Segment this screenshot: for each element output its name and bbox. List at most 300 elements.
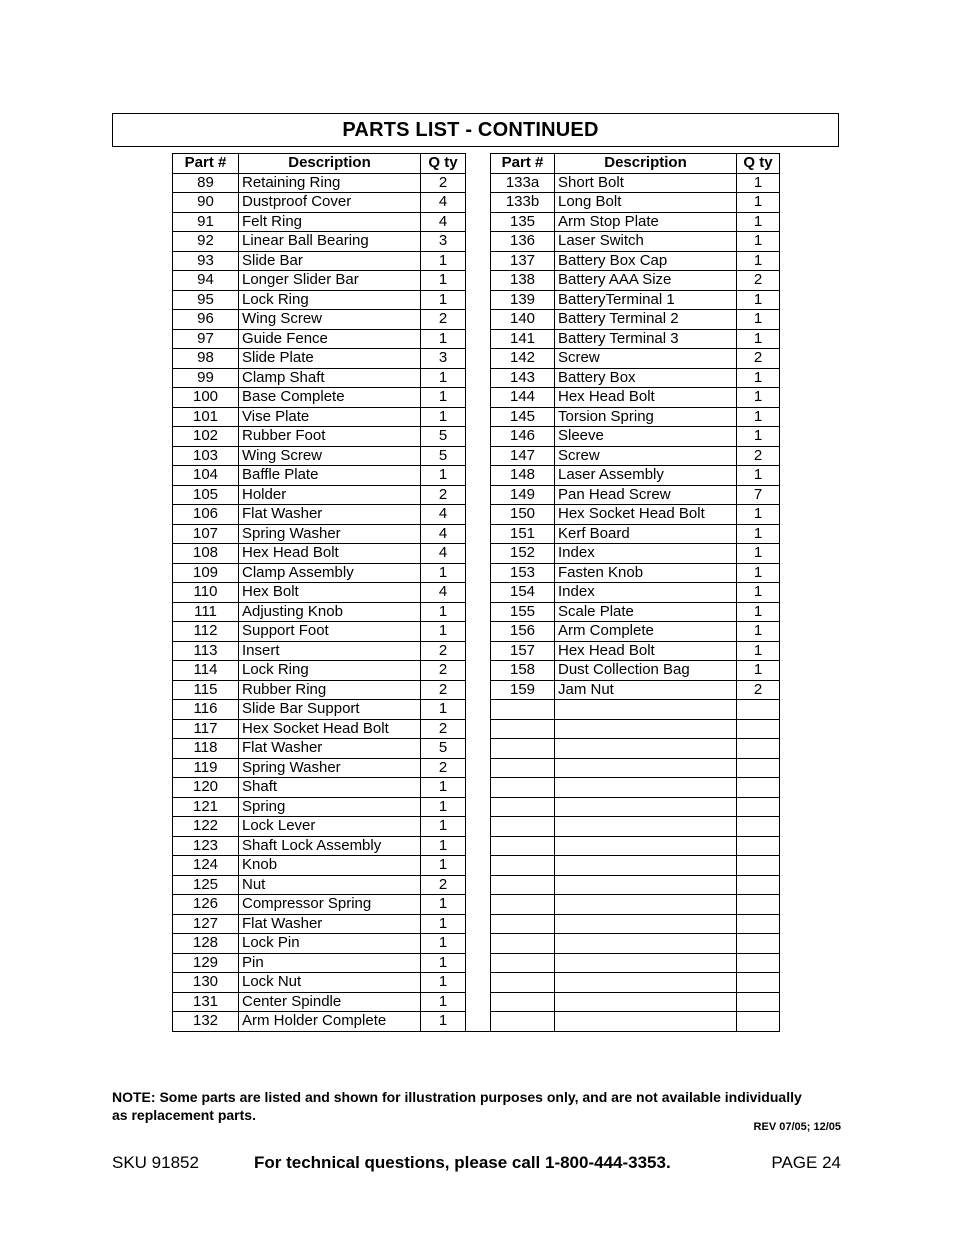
- table-row: [173, 271, 780, 291]
- right-description-cell: Short Bolt: [555, 173, 737, 193]
- column-gap: [466, 310, 491, 330]
- table-row: [173, 953, 780, 973]
- right-quantity-cell: 1: [737, 290, 780, 310]
- left-description-cell: Arm Holder Complete: [239, 1012, 421, 1032]
- right-part-number-cell: 158: [491, 661, 555, 681]
- left-quantity-cell: 4: [421, 212, 466, 232]
- table-row: [173, 212, 780, 232]
- table-row: [173, 700, 780, 720]
- title-box: [112, 113, 839, 147]
- right-part-number-cell: 133b: [491, 193, 555, 213]
- column-gap: [466, 232, 491, 252]
- right-quantity-cell: 1: [737, 641, 780, 661]
- left-description-cell: Knob: [239, 856, 421, 876]
- right-part-number-cell: 154: [491, 583, 555, 603]
- right-part-number-cell: [491, 836, 555, 856]
- right-description-cell: Scale Plate: [555, 602, 737, 622]
- right-quantity-cell: [737, 895, 780, 915]
- left-quantity-cell: 1: [421, 914, 466, 934]
- right-description-cell: Laser Switch: [555, 232, 737, 252]
- right-quantity-cell: [737, 719, 780, 739]
- right-part-number-cell: 136: [491, 232, 555, 252]
- left-part-number-cell: 107: [173, 524, 239, 544]
- column-gap: [466, 290, 491, 310]
- left-description-cell: Linear Ball Bearing: [239, 232, 421, 252]
- left-part-number-cell: 115: [173, 680, 239, 700]
- left-part-number-cell: 132: [173, 1012, 239, 1032]
- right-part-number-cell: [491, 758, 555, 778]
- left-quantity-cell: 2: [421, 661, 466, 681]
- column-gap: [466, 485, 491, 505]
- right-description-cell: Arm Stop Plate: [555, 212, 737, 232]
- right-quantity-cell: [737, 739, 780, 759]
- header-part-left: Part #: [173, 154, 239, 174]
- left-part-number-cell: 113: [173, 641, 239, 661]
- table-row: [173, 485, 780, 505]
- table-row: [173, 856, 780, 876]
- table-row: [173, 992, 780, 1012]
- right-description-cell: [555, 914, 737, 934]
- right-part-number-cell: 157: [491, 641, 555, 661]
- left-description-cell: Holder: [239, 485, 421, 505]
- header-description-left: Description: [239, 154, 421, 174]
- left-description-cell: Spring Washer: [239, 524, 421, 544]
- left-quantity-cell: 1: [421, 778, 466, 798]
- left-description-cell: Longer Slider Bar: [239, 271, 421, 291]
- table-row: [173, 524, 780, 544]
- right-part-number-cell: 137: [491, 251, 555, 271]
- left-quantity-cell: 4: [421, 544, 466, 564]
- left-part-number-cell: 129: [173, 953, 239, 973]
- left-quantity-cell: 4: [421, 583, 466, 603]
- left-quantity-cell: 2: [421, 310, 466, 330]
- right-description-cell: Screw: [555, 446, 737, 466]
- right-part-number-cell: 138: [491, 271, 555, 291]
- left-description-cell: Dustproof Cover: [239, 193, 421, 213]
- table-row: [173, 544, 780, 564]
- left-description-cell: Rubber Ring: [239, 680, 421, 700]
- right-description-cell: [555, 895, 737, 915]
- right-part-number-cell: 156: [491, 622, 555, 642]
- column-gap: [466, 992, 491, 1012]
- left-part-number-cell: 123: [173, 836, 239, 856]
- column-gap: [466, 856, 491, 876]
- table-row: [173, 232, 780, 252]
- left-description-cell: Wing Screw: [239, 446, 421, 466]
- right-description-cell: Long Bolt: [555, 193, 737, 213]
- right-description-cell: [555, 797, 737, 817]
- left-description-cell: Nut: [239, 875, 421, 895]
- left-description-cell: Flat Washer: [239, 739, 421, 759]
- right-description-cell: [555, 856, 737, 876]
- right-part-number-cell: [491, 914, 555, 934]
- left-part-number-cell: 99: [173, 368, 239, 388]
- right-part-number-cell: [491, 875, 555, 895]
- left-part-number-cell: 109: [173, 563, 239, 583]
- right-quantity-cell: [737, 817, 780, 837]
- right-description-cell: [555, 953, 737, 973]
- right-part-number-cell: [491, 895, 555, 915]
- right-part-number-cell: 159: [491, 680, 555, 700]
- right-quantity-cell: 2: [737, 349, 780, 369]
- right-description-cell: [555, 973, 737, 993]
- left-description-cell: Clamp Shaft: [239, 368, 421, 388]
- left-quantity-cell: 5: [421, 446, 466, 466]
- table-header-row: [173, 154, 780, 174]
- column-gap: [466, 973, 491, 993]
- left-quantity-cell: 1: [421, 973, 466, 993]
- column-gap: [466, 583, 491, 603]
- table-row: [173, 329, 780, 349]
- left-part-number-cell: 100: [173, 388, 239, 408]
- table-row: [173, 388, 780, 408]
- right-quantity-cell: 1: [737, 583, 780, 603]
- table-row: [173, 173, 780, 193]
- right-quantity-cell: [737, 700, 780, 720]
- right-part-number-cell: [491, 973, 555, 993]
- table-row: [173, 446, 780, 466]
- left-part-number-cell: 97: [173, 329, 239, 349]
- left-description-cell: Hex Bolt: [239, 583, 421, 603]
- right-description-cell: Laser Assembly: [555, 466, 737, 486]
- column-gap: [466, 719, 491, 739]
- table-row: [173, 622, 780, 642]
- right-description-cell: [555, 875, 737, 895]
- left-part-number-cell: 127: [173, 914, 239, 934]
- right-description-cell: BatteryTerminal 1: [555, 290, 737, 310]
- left-quantity-cell: 2: [421, 719, 466, 739]
- left-part-number-cell: 90: [173, 193, 239, 213]
- table-body: [173, 173, 780, 1031]
- column-gap: [466, 446, 491, 466]
- left-quantity-cell: 1: [421, 817, 466, 837]
- right-part-number-cell: [491, 953, 555, 973]
- table-row: [173, 407, 780, 427]
- left-description-cell: Center Spindle: [239, 992, 421, 1012]
- right-quantity-cell: 1: [737, 388, 780, 408]
- left-description-cell: Insert: [239, 641, 421, 661]
- left-quantity-cell: 1: [421, 466, 466, 486]
- left-quantity-cell: 1: [421, 329, 466, 349]
- right-quantity-cell: 1: [737, 466, 780, 486]
- column-gap: [466, 934, 491, 954]
- left-quantity-cell: 2: [421, 641, 466, 661]
- left-description-cell: Lock Lever: [239, 817, 421, 837]
- table-row: [173, 466, 780, 486]
- right-part-number-cell: 148: [491, 466, 555, 486]
- left-part-number-cell: 103: [173, 446, 239, 466]
- left-description-cell: Adjusting Knob: [239, 602, 421, 622]
- table-row: [173, 778, 780, 798]
- column-gap: [466, 914, 491, 934]
- right-description-cell: Battery Box: [555, 368, 737, 388]
- column-gap: [466, 524, 491, 544]
- left-description-cell: Rubber Foot: [239, 427, 421, 447]
- column-gap: [466, 544, 491, 564]
- left-part-number-cell: 111: [173, 602, 239, 622]
- column-gap: [466, 622, 491, 642]
- right-part-number-cell: 142: [491, 349, 555, 369]
- parts-table: [172, 153, 780, 1032]
- column-gap: [466, 271, 491, 291]
- table-row: [173, 349, 780, 369]
- right-quantity-cell: 1: [737, 232, 780, 252]
- left-description-cell: Lock Pin: [239, 934, 421, 954]
- right-quantity-cell: [737, 758, 780, 778]
- left-description-cell: Shaft: [239, 778, 421, 798]
- table-row: [173, 1012, 780, 1032]
- right-quantity-cell: 1: [737, 524, 780, 544]
- header-qty-left: Q ty: [421, 154, 466, 174]
- left-description-cell: Pin: [239, 953, 421, 973]
- left-description-cell: Baffle Plate: [239, 466, 421, 486]
- footer-page-number: PAGE 24: [771, 1153, 841, 1172]
- left-part-number-cell: 94: [173, 271, 239, 291]
- column-gap: [466, 953, 491, 973]
- right-description-cell: Jam Nut: [555, 680, 737, 700]
- column-gap: [466, 329, 491, 349]
- left-part-number-cell: 117: [173, 719, 239, 739]
- left-description-cell: Lock Ring: [239, 290, 421, 310]
- table-row: [173, 973, 780, 993]
- right-part-number-cell: 139: [491, 290, 555, 310]
- left-quantity-cell: 4: [421, 505, 466, 525]
- left-description-cell: Felt Ring: [239, 212, 421, 232]
- left-part-number-cell: 102: [173, 427, 239, 447]
- left-description-cell: Clamp Assembly: [239, 563, 421, 583]
- right-description-cell: Hex Socket Head Bolt: [555, 505, 737, 525]
- left-description-cell: Spring: [239, 797, 421, 817]
- right-quantity-cell: [737, 856, 780, 876]
- left-quantity-cell: 1: [421, 856, 466, 876]
- right-description-cell: Fasten Knob: [555, 563, 737, 583]
- right-part-number-cell: [491, 934, 555, 954]
- column-gap: [466, 193, 491, 213]
- left-description-cell: Support Foot: [239, 622, 421, 642]
- right-description-cell: Dust Collection Bag: [555, 661, 737, 681]
- table-row: [173, 427, 780, 447]
- left-part-number-cell: 92: [173, 232, 239, 252]
- right-part-number-cell: 150: [491, 505, 555, 525]
- right-description-cell: [555, 817, 737, 837]
- left-quantity-cell: 1: [421, 836, 466, 856]
- column-gap: [466, 836, 491, 856]
- left-part-number-cell: 91: [173, 212, 239, 232]
- left-quantity-cell: 2: [421, 680, 466, 700]
- table-row: [173, 739, 780, 759]
- table-row: [173, 680, 780, 700]
- left-quantity-cell: 1: [421, 797, 466, 817]
- right-quantity-cell: 1: [737, 407, 780, 427]
- right-quantity-cell: [737, 953, 780, 973]
- table-row: [173, 895, 780, 915]
- right-description-cell: Kerf Board: [555, 524, 737, 544]
- right-part-number-cell: [491, 817, 555, 837]
- right-part-number-cell: [491, 992, 555, 1012]
- right-part-number-cell: [491, 739, 555, 759]
- left-quantity-cell: 1: [421, 368, 466, 388]
- right-part-number-cell: 146: [491, 427, 555, 447]
- table-row: [173, 875, 780, 895]
- left-quantity-cell: 1: [421, 290, 466, 310]
- column-gap: [466, 388, 491, 408]
- header-part-right: Part #: [491, 154, 555, 174]
- right-description-cell: Battery Terminal 2: [555, 310, 737, 330]
- right-part-number-cell: [491, 700, 555, 720]
- column-gap: [466, 817, 491, 837]
- right-part-number-cell: [491, 856, 555, 876]
- left-part-number-cell: 96: [173, 310, 239, 330]
- revision-label: REV 07/05; 12/05: [753, 1121, 841, 1133]
- right-description-cell: Screw: [555, 349, 737, 369]
- right-part-number-cell: 141: [491, 329, 555, 349]
- column-gap: [466, 739, 491, 759]
- column-gap: [466, 368, 491, 388]
- table-row: [173, 797, 780, 817]
- left-description-cell: Hex Socket Head Bolt: [239, 719, 421, 739]
- right-part-number-cell: 145: [491, 407, 555, 427]
- column-gap: [466, 154, 491, 174]
- left-quantity-cell: 1: [421, 251, 466, 271]
- column-gap: [466, 700, 491, 720]
- right-description-cell: Battery Box Cap: [555, 251, 737, 271]
- left-quantity-cell: 1: [421, 934, 466, 954]
- column-gap: [466, 875, 491, 895]
- right-quantity-cell: 1: [737, 505, 780, 525]
- left-description-cell: Slide Bar: [239, 251, 421, 271]
- column-gap: [466, 1012, 491, 1032]
- right-description-cell: Torsion Spring: [555, 407, 737, 427]
- right-description-cell: Pan Head Screw: [555, 485, 737, 505]
- right-quantity-cell: 7: [737, 485, 780, 505]
- right-description-cell: [555, 719, 737, 739]
- right-quantity-cell: 1: [737, 368, 780, 388]
- left-part-number-cell: 131: [173, 992, 239, 1012]
- right-description-cell: Hex Head Bolt: [555, 641, 737, 661]
- left-part-number-cell: 112: [173, 622, 239, 642]
- right-part-number-cell: 144: [491, 388, 555, 408]
- right-description-cell: [555, 836, 737, 856]
- column-gap: [466, 212, 491, 232]
- column-gap: [466, 407, 491, 427]
- right-quantity-cell: [737, 875, 780, 895]
- column-gap: [466, 505, 491, 525]
- right-quantity-cell: 1: [737, 661, 780, 681]
- table-row: [173, 368, 780, 388]
- table-row: [173, 641, 780, 661]
- footer-sku: SKU 91852: [112, 1153, 199, 1172]
- left-quantity-cell: 1: [421, 992, 466, 1012]
- left-part-number-cell: 118: [173, 739, 239, 759]
- left-part-number-cell: 104: [173, 466, 239, 486]
- right-part-number-cell: [491, 797, 555, 817]
- left-part-number-cell: 98: [173, 349, 239, 369]
- right-quantity-cell: 1: [737, 544, 780, 564]
- left-quantity-cell: 1: [421, 700, 466, 720]
- table-row: [173, 934, 780, 954]
- column-gap: [466, 602, 491, 622]
- left-quantity-cell: 1: [421, 271, 466, 291]
- left-part-number-cell: 93: [173, 251, 239, 271]
- right-description-cell: [555, 778, 737, 798]
- left-quantity-cell: 1: [421, 953, 466, 973]
- right-description-cell: [555, 700, 737, 720]
- left-quantity-cell: 2: [421, 758, 466, 778]
- footer-help-line: For technical questions, please call 1-800-444-3353.: [254, 1153, 671, 1172]
- left-part-number-cell: 114: [173, 661, 239, 681]
- right-description-cell: Arm Complete: [555, 622, 737, 642]
- column-gap: [466, 641, 491, 661]
- left-part-number-cell: 105: [173, 485, 239, 505]
- table-row: [173, 914, 780, 934]
- left-quantity-cell: 4: [421, 193, 466, 213]
- table-row: [173, 310, 780, 330]
- column-gap: [466, 349, 491, 369]
- right-description-cell: Battery Terminal 3: [555, 329, 737, 349]
- left-quantity-cell: 1: [421, 602, 466, 622]
- left-description-cell: Base Complete: [239, 388, 421, 408]
- left-part-number-cell: 95: [173, 290, 239, 310]
- table-row: [173, 563, 780, 583]
- right-description-cell: Sleeve: [555, 427, 737, 447]
- right-part-number-cell: 140: [491, 310, 555, 330]
- column-gap: [466, 758, 491, 778]
- column-gap: [466, 427, 491, 447]
- left-part-number-cell: 119: [173, 758, 239, 778]
- table-row: [173, 602, 780, 622]
- right-quantity-cell: [737, 973, 780, 993]
- left-part-number-cell: 125: [173, 875, 239, 895]
- left-quantity-cell: 1: [421, 407, 466, 427]
- right-quantity-cell: 1: [737, 212, 780, 232]
- left-description-cell: Slide Bar Support: [239, 700, 421, 720]
- column-gap: [466, 563, 491, 583]
- left-quantity-cell: 5: [421, 739, 466, 759]
- right-quantity-cell: [737, 778, 780, 798]
- left-part-number-cell: 122: [173, 817, 239, 837]
- table-row: [173, 251, 780, 271]
- left-part-number-cell: 106: [173, 505, 239, 525]
- table-row: [173, 583, 780, 603]
- column-gap: [466, 895, 491, 915]
- left-description-cell: Flat Washer: [239, 914, 421, 934]
- right-description-cell: [555, 992, 737, 1012]
- left-description-cell: Guide Fence: [239, 329, 421, 349]
- right-quantity-cell: [737, 1012, 780, 1032]
- table-row: [173, 290, 780, 310]
- table-row: [173, 758, 780, 778]
- right-description-cell: [555, 934, 737, 954]
- left-part-number-cell: 120: [173, 778, 239, 798]
- left-quantity-cell: 5: [421, 427, 466, 447]
- left-description-cell: Compressor Spring: [239, 895, 421, 915]
- left-description-cell: Wing Screw: [239, 310, 421, 330]
- right-part-number-cell: 147: [491, 446, 555, 466]
- left-quantity-cell: 3: [421, 349, 466, 369]
- column-gap: [466, 680, 491, 700]
- left-part-number-cell: 130: [173, 973, 239, 993]
- header-description-right: Description: [555, 154, 737, 174]
- right-part-number-cell: 143: [491, 368, 555, 388]
- right-quantity-cell: 1: [737, 427, 780, 447]
- right-quantity-cell: 1: [737, 310, 780, 330]
- right-quantity-cell: 1: [737, 622, 780, 642]
- right-quantity-cell: [737, 797, 780, 817]
- right-part-number-cell: 152: [491, 544, 555, 564]
- left-quantity-cell: 1: [421, 622, 466, 642]
- left-quantity-cell: 1: [421, 563, 466, 583]
- left-description-cell: Flat Washer: [239, 505, 421, 525]
